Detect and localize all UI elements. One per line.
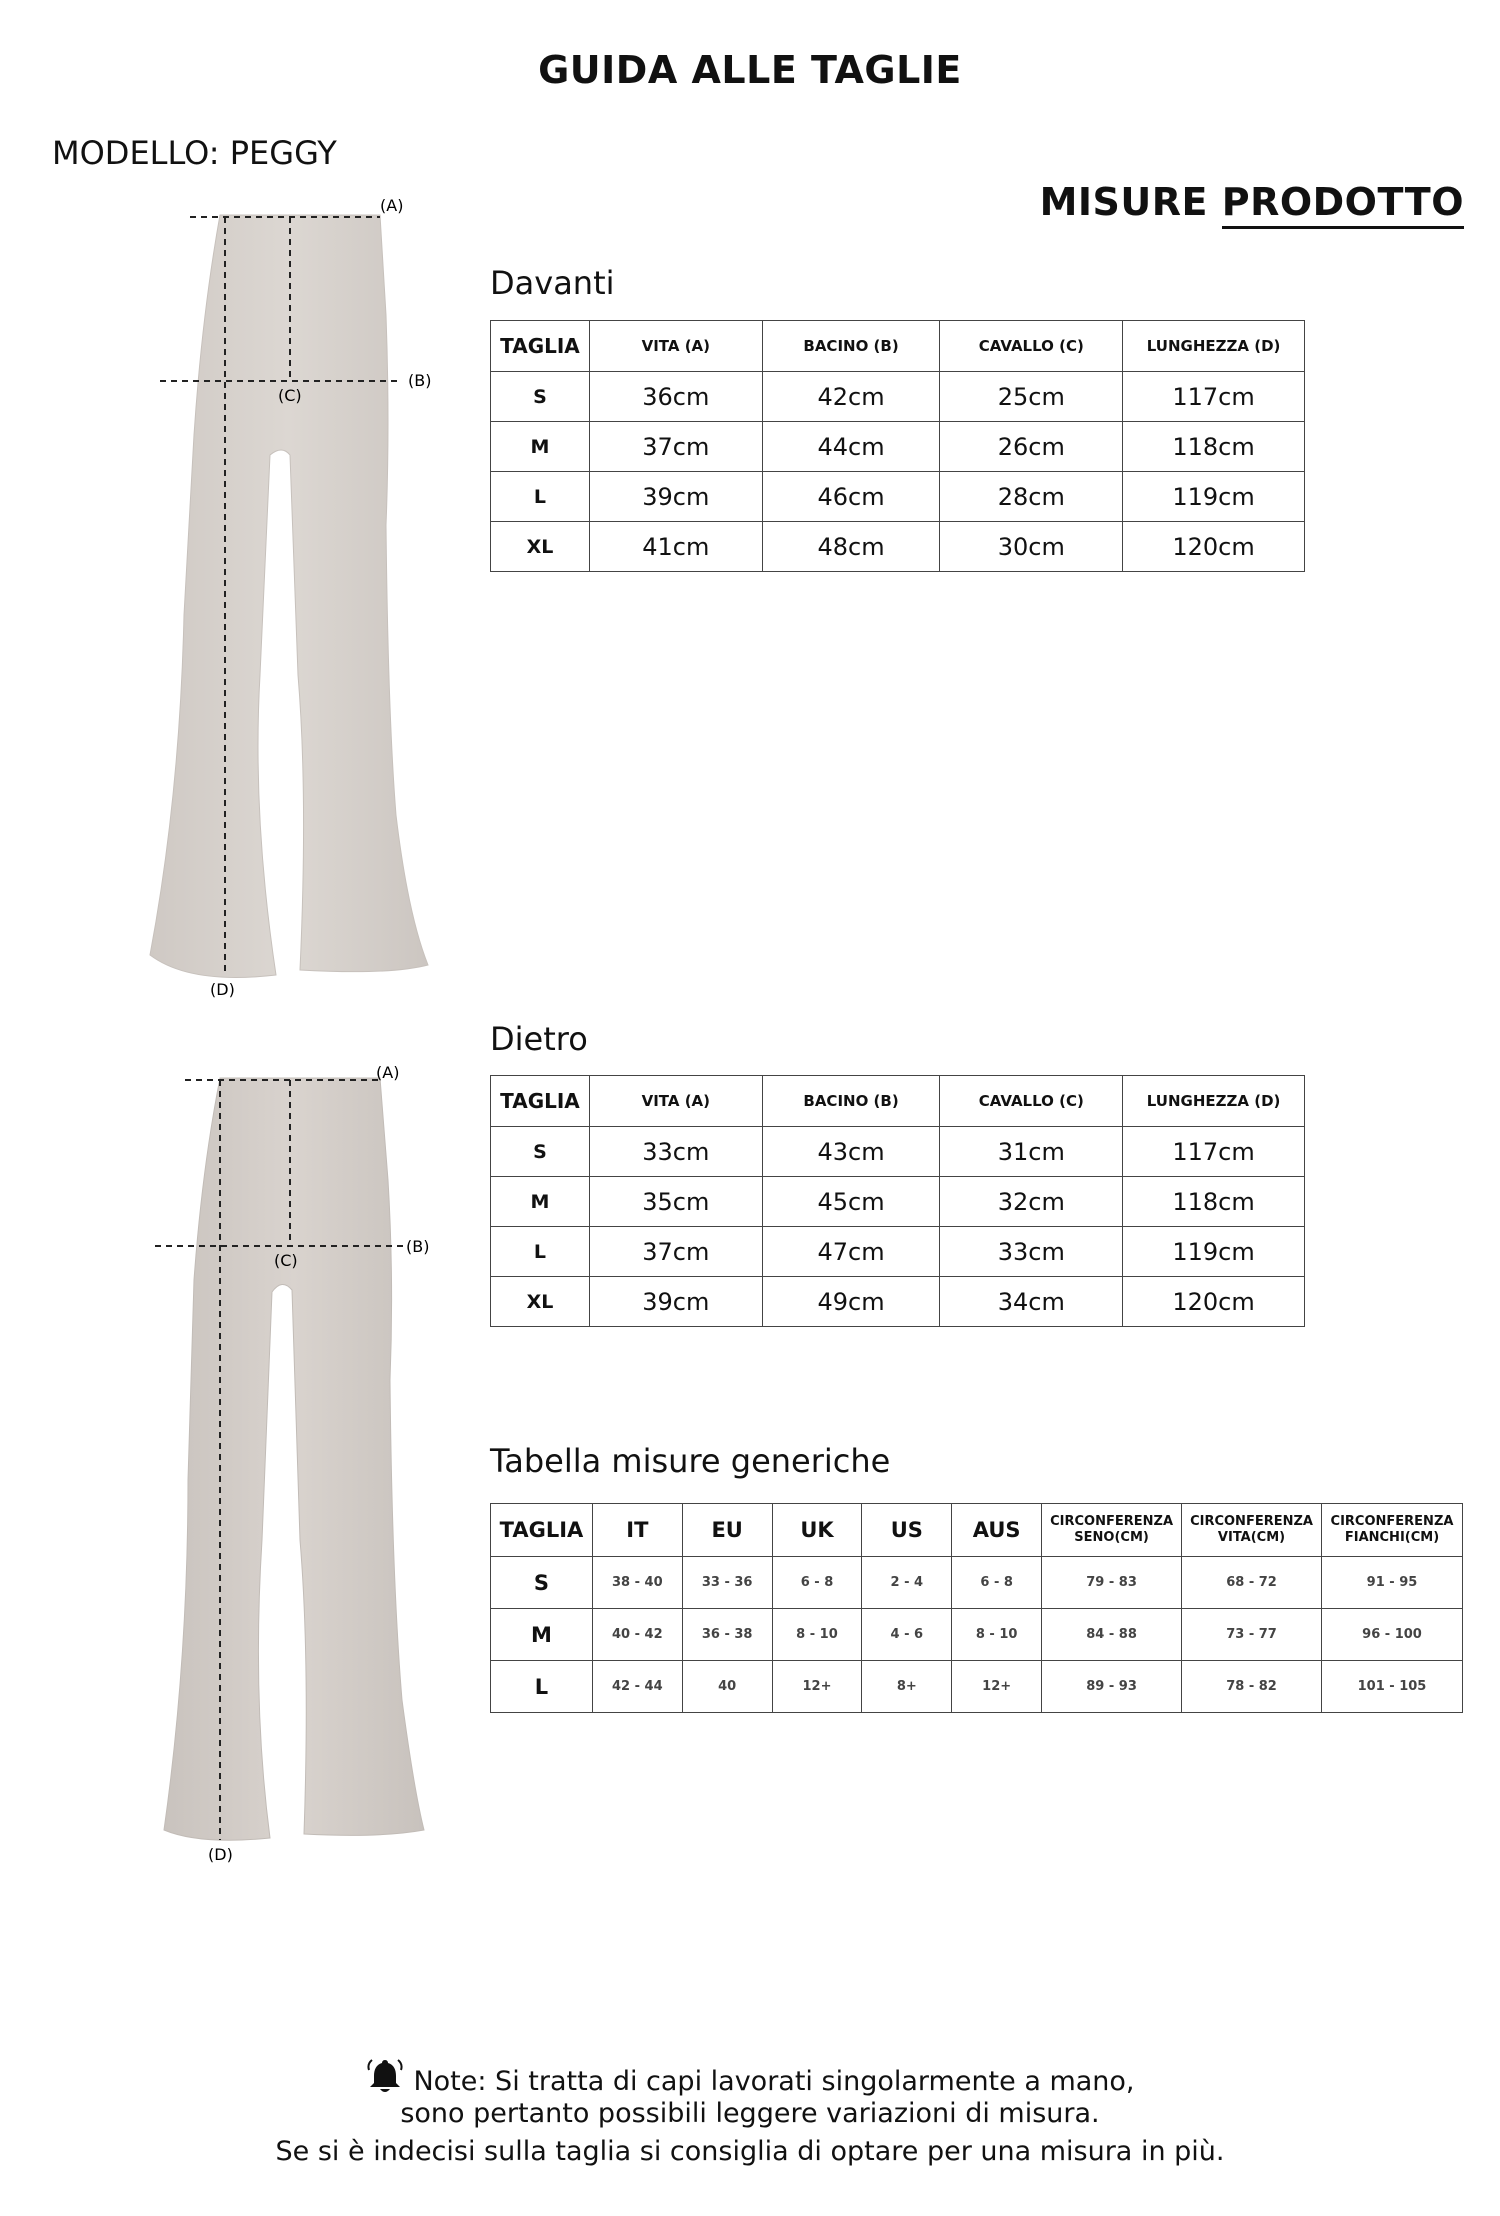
back-label-b: (B) — [406, 1237, 430, 1256]
note-text-1: Note: Si tratta di capi lavorati singolarmente a mano, — [413, 2066, 1135, 2097]
model-label: MODELLO: PEGGY — [52, 134, 337, 172]
value-cell: 25cm — [940, 372, 1123, 422]
table-row — [491, 1177, 1305, 1227]
header-cell: VITA (A) — [589, 1076, 762, 1127]
value-cell: 120cm — [1123, 522, 1305, 572]
value-cell: 120cm — [1123, 1277, 1305, 1327]
generic-table — [490, 1503, 1463, 1713]
back-title: Dietro — [490, 1020, 588, 1058]
value-cell: 8+ — [862, 1661, 952, 1713]
table-row — [491, 472, 1305, 522]
value-cell: 42cm — [762, 372, 940, 422]
size-cell: S — [491, 1127, 590, 1177]
table-row — [491, 1277, 1305, 1327]
value-cell: 36cm — [589, 372, 762, 422]
table-row — [491, 1227, 1305, 1277]
value-cell: 37cm — [589, 422, 762, 472]
value-cell: 35cm — [589, 1177, 762, 1227]
table-header-row — [491, 1076, 1305, 1127]
note-line-1 — [0, 2056, 1500, 2100]
header-cell: BACINO (B) — [762, 321, 940, 372]
back-label-a: (A) — [376, 1063, 400, 1082]
header-cell: BACINO (B) — [762, 1076, 940, 1127]
size-cell: S — [491, 1557, 593, 1609]
value-cell: 33 - 36 — [682, 1557, 772, 1609]
value-cell: 73 - 77 — [1182, 1609, 1322, 1661]
bell-icon — [365, 2056, 405, 2096]
front-label-a: (A) — [380, 196, 404, 215]
value-cell: 119cm — [1123, 472, 1305, 522]
table-row — [491, 1609, 1463, 1661]
header-cell: AUS — [952, 1504, 1042, 1557]
value-cell: 40 - 42 — [592, 1609, 682, 1661]
back-label-c: (C) — [274, 1251, 298, 1270]
header-cell: TAGLIA — [491, 321, 590, 372]
header-cell: CAVALLO (C) — [940, 1076, 1123, 1127]
size-cell: L — [491, 1661, 593, 1713]
front-table — [490, 320, 1305, 572]
table-row — [491, 422, 1305, 472]
value-cell: 38 - 40 — [592, 1557, 682, 1609]
note-line-2: sono pertanto possibili leggere variazioni di misura. — [400, 2098, 1100, 2129]
section-heading — [1040, 180, 1464, 224]
table-row — [491, 1661, 1463, 1713]
front-title: Davanti — [490, 264, 615, 302]
section-heading-part2: PRODOTTO — [1222, 180, 1464, 229]
value-cell: 39cm — [589, 1277, 762, 1327]
value-cell: 78 - 82 — [1182, 1661, 1322, 1713]
back-pants-diagram — [140, 1060, 460, 1870]
size-cell: M — [491, 422, 590, 472]
header-cell — [1322, 1504, 1463, 1557]
generic-title: Tabella misure generiche — [490, 1442, 891, 1480]
table-row — [491, 1127, 1305, 1177]
value-cell: 49cm — [762, 1277, 940, 1327]
value-cell: 101 - 105 — [1322, 1661, 1463, 1713]
size-cell: M — [491, 1609, 593, 1661]
header-cell: LUNGHEZZA (D) — [1123, 321, 1305, 372]
back-label-d: (D) — [208, 1845, 233, 1864]
table-header-row — [491, 321, 1305, 372]
header-line: CIRCONFERENZA — [1330, 1514, 1454, 1529]
header-cell: US — [862, 1504, 952, 1557]
value-cell: 89 - 93 — [1042, 1661, 1182, 1713]
value-cell: 34cm — [940, 1277, 1123, 1327]
header-cell: VITA (A) — [589, 321, 762, 372]
front-pants-diagram — [140, 195, 460, 1005]
value-cell: 31cm — [940, 1127, 1123, 1177]
value-cell: 12+ — [772, 1661, 862, 1713]
size-cell: XL — [491, 1277, 590, 1327]
value-cell: 117cm — [1123, 372, 1305, 422]
value-cell: 6 - 8 — [952, 1557, 1042, 1609]
note-line-3: Se si è indecisi sulla taglia si consiglia di optare per una misura in più. — [275, 2136, 1225, 2167]
header-cell: TAGLIA — [491, 1504, 593, 1557]
back-pants-shape — [164, 1078, 424, 1840]
value-cell: 8 - 10 — [772, 1609, 862, 1661]
value-cell: 43cm — [762, 1127, 940, 1177]
value-cell: 46cm — [762, 472, 940, 522]
value-cell: 26cm — [940, 422, 1123, 472]
value-cell: 30cm — [940, 522, 1123, 572]
table-row — [491, 372, 1305, 422]
front-label-b: (B) — [408, 371, 432, 390]
header-cell — [1182, 1504, 1322, 1557]
value-cell: 48cm — [762, 522, 940, 572]
table-header-row — [491, 1504, 1463, 1557]
value-cell: 119cm — [1123, 1227, 1305, 1277]
header-cell: EU — [682, 1504, 772, 1557]
page-title: GUIDA ALLE TAGLIE — [538, 48, 962, 92]
table-row — [491, 1557, 1463, 1609]
value-cell: 12+ — [952, 1661, 1042, 1713]
value-cell: 33cm — [940, 1227, 1123, 1277]
header-line: FIANCHI(CM) — [1344, 1530, 1440, 1545]
header-line: CIRCONFERENZA — [1050, 1514, 1174, 1529]
value-cell: 4 - 6 — [862, 1609, 952, 1661]
size-cell: S — [491, 372, 590, 422]
value-cell: 96 - 100 — [1322, 1609, 1463, 1661]
header-cell: LUNGHEZZA (D) — [1123, 1076, 1305, 1127]
value-cell: 44cm — [762, 422, 940, 472]
value-cell: 39cm — [589, 472, 762, 522]
header-line: SENO(CM) — [1074, 1530, 1149, 1545]
value-cell: 32cm — [940, 1177, 1123, 1227]
value-cell: 2 - 4 — [862, 1557, 952, 1609]
header-cell: IT — [592, 1504, 682, 1557]
size-cell: L — [491, 1227, 590, 1277]
value-cell: 36 - 38 — [682, 1609, 772, 1661]
value-cell: 45cm — [762, 1177, 940, 1227]
header-cell: CAVALLO (C) — [940, 321, 1123, 372]
header-line: VITA(CM) — [1217, 1530, 1286, 1545]
value-cell: 117cm — [1123, 1127, 1305, 1177]
header-cell — [1042, 1504, 1182, 1557]
value-cell: 42 - 44 — [592, 1661, 682, 1713]
value-cell: 8 - 10 — [952, 1609, 1042, 1661]
value-cell: 37cm — [589, 1227, 762, 1277]
value-cell: 33cm — [589, 1127, 762, 1177]
value-cell: 91 - 95 — [1322, 1557, 1463, 1609]
size-cell: M — [491, 1177, 590, 1227]
size-cell: L — [491, 472, 590, 522]
value-cell: 118cm — [1123, 1177, 1305, 1227]
section-heading-part1: MISURE — [1039, 180, 1208, 224]
value-cell: 6 - 8 — [772, 1557, 862, 1609]
value-cell: 68 - 72 — [1182, 1557, 1322, 1609]
value-cell: 47cm — [762, 1227, 940, 1277]
table-row — [491, 522, 1305, 572]
size-cell: XL — [491, 522, 590, 572]
value-cell: 79 - 83 — [1042, 1557, 1182, 1609]
value-cell: 40 — [682, 1661, 772, 1713]
front-label-d: (D) — [210, 980, 235, 999]
front-label-c: (C) — [278, 386, 302, 405]
header-cell: TAGLIA — [491, 1076, 590, 1127]
header-cell: UK — [772, 1504, 862, 1557]
value-cell: 84 - 88 — [1042, 1609, 1182, 1661]
value-cell: 41cm — [589, 522, 762, 572]
header-line: CIRCONFERENZA — [1190, 1514, 1313, 1529]
back-table — [490, 1075, 1305, 1327]
value-cell: 28cm — [940, 472, 1123, 522]
value-cell: 118cm — [1123, 422, 1305, 472]
